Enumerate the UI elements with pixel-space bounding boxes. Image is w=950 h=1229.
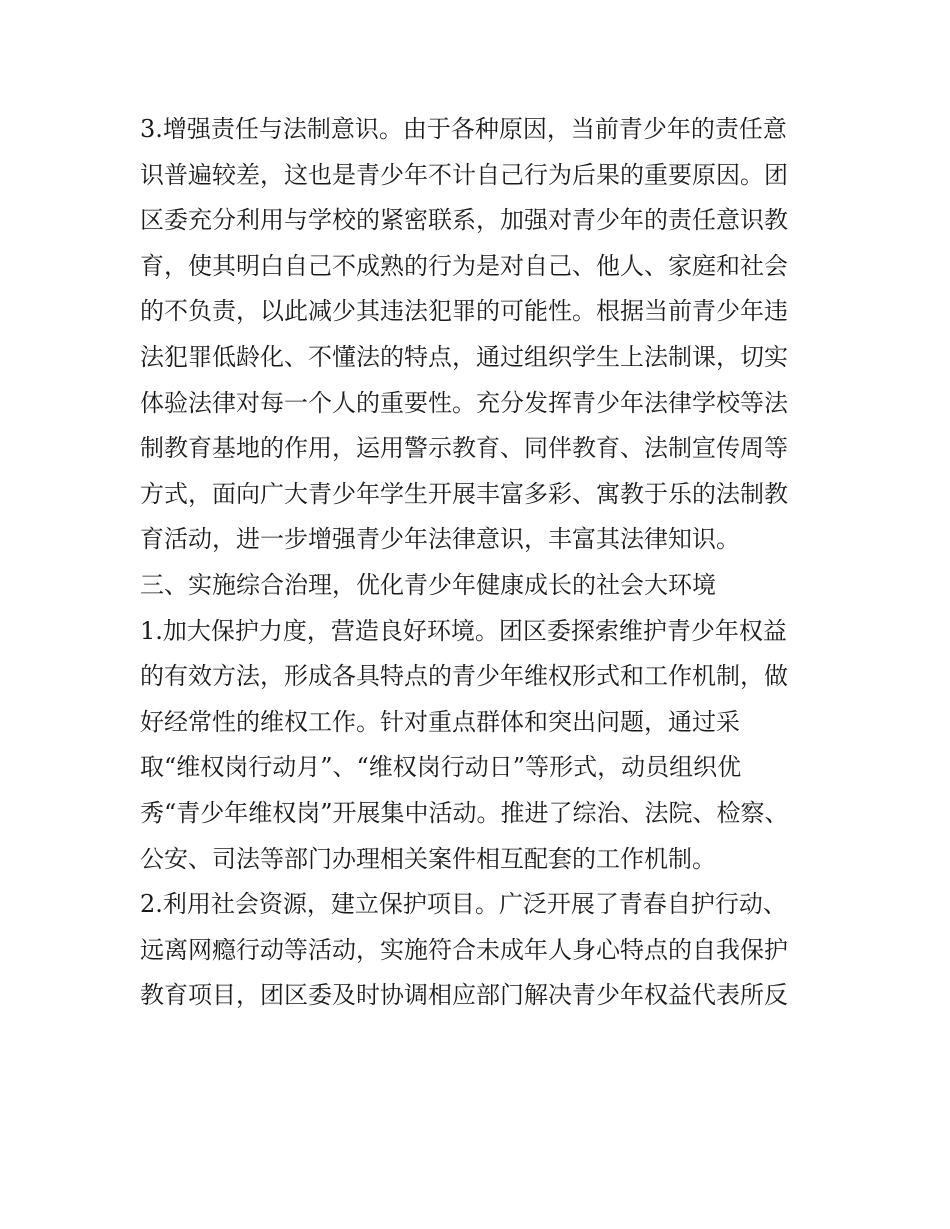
text-line: 法犯罪低龄化、不懂法的特点，通过组织学生上法制课，切实	[140, 342, 788, 371]
text-line: 方式，面向广大青少年学生开展丰富多彩、寓教于乐的法制教	[140, 479, 788, 508]
text-line: 的有效方法，形成各具特点的青少年维权形式和工作机制，做	[140, 662, 788, 691]
text-line: 区委充分利用与学校的紧密联系，加强对青少年的责任意识教	[140, 206, 788, 235]
text-line: 制教育基地的作用，运用警示教育、同伴教育、法制宣传周等	[140, 434, 788, 463]
text-line: 教育项目，团区委及时协调相应部门解决青少年权益代表所反	[140, 981, 788, 1010]
text-line: 好经常性的维权工作。针对重点群体和突出问题，通过采	[140, 707, 740, 736]
text-line: 育活动，进一步增强青少年法律意识，丰富其法律知识。	[140, 525, 740, 554]
text-line: 秀“青少年维权岗”开展集中活动。推进了综治、法院、检察、	[140, 798, 789, 827]
text-line: 育，使其明白自己不成熟的行为是对自己、他人、家庭和社会	[140, 251, 788, 280]
section-heading: 三、实施综合治理，优化青少年健康成长的社会大环境	[140, 570, 716, 599]
text-line: 识普遍较差，这也是青少年不计自己行为后果的重要原因。团	[140, 160, 788, 189]
text-line: 体验法律对每一个人的重要性。充分发挥青少年法律学校等法	[140, 388, 788, 417]
text-line: 2.利用社会资源，建立保护项目。广泛开展了青春自护行动、	[140, 890, 787, 919]
text-line: 3.增强责任与法制意识。由于各种原因，当前青少年的责任意	[140, 115, 787, 143]
body-text	[140, 107, 820, 1019]
text-line: 取“维权岗行动月”、“维权岗行动日”等形式，动员组织优	[140, 753, 742, 782]
text-line: 远离网瘾行动等活动，实施符合未成年人身心特点的自我保护	[140, 935, 788, 964]
text-line: 公安、司法等部门办理相关案件相互配套的工作机制。	[140, 844, 716, 873]
text-line: 的不负责，以此减少其违法犯罪的可能性。根据当前青少年违	[140, 297, 788, 326]
text-line: 1.加大保护力度，营造良好环境。团区委探索维护青少年权益	[140, 616, 787, 645]
